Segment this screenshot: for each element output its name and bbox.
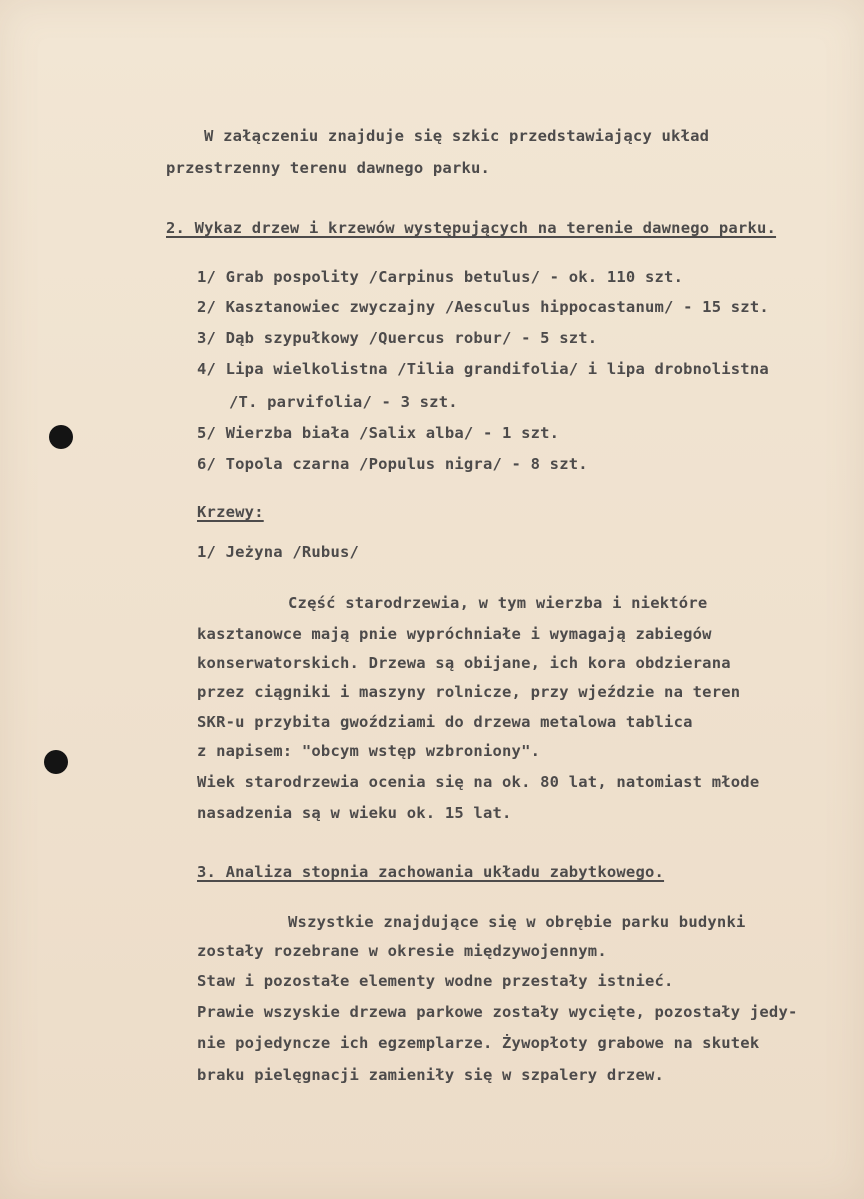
paragraph-1-line-2: kasztanowce mają pnie wypróchniałe i wymagają zabiegów — [197, 625, 712, 643]
paragraph-2-line-4: Prawie wszyskie drzewa parkowe zostały wycięte, pozostały jedy- — [197, 1003, 798, 1021]
shrub-item-1: 1/ Jeżyna /Rubus/ — [197, 543, 360, 561]
paragraph-2-line-3: Staw i pozostałe elementy wodne przestały istnieć. — [197, 972, 674, 990]
shrubs-heading: Krzewy: — [197, 503, 264, 521]
tree-item-5: 5/ Wierzba biała /Salix alba/ - 1 szt. — [197, 424, 560, 442]
paragraph-2-line-6: braku pielęgnacji zamieniły się w szpalery drzew. — [197, 1066, 665, 1084]
paragraph-1-line-5: SKR-u przybita gwoździami do drzewa metalowa tablica — [197, 713, 693, 731]
punch-hole-bottom — [44, 750, 68, 774]
tree-item-6: 6/ Topola czarna /Populus nigra/ - 8 szt. — [197, 455, 588, 473]
paragraph-1-line-6: z napisem: "obcym wstęp wzbroniony". — [197, 742, 541, 760]
punch-hole-top — [49, 425, 73, 449]
paragraph-1-line-3: konserwatorskich. Drzewa są obijane, ich kora obdzierana — [197, 654, 731, 672]
paragraph-1-line-7: Wiek starodrzewia ocenia się na ok. 80 lat, natomiast młode — [197, 773, 760, 791]
paragraph-1-line-1: Część starodrzewia, w tym wierzba i niektóre — [288, 594, 708, 612]
tree-item-1: 1/ Grab pospolity /Carpinus betulus/ - ok. 110 szt. — [197, 268, 684, 286]
paragraph-2-line-5: nie pojedyncze ich egzemplarze. Żywopłoty grabowe na skutek — [197, 1034, 760, 1052]
section-3-heading: 3. Analiza stopnia zachowania układu zabytkowego. — [197, 863, 665, 881]
paragraph-1-line-4: przez ciągniki i maszyny rolnicze, przy wjeździe na teren — [197, 683, 741, 701]
paragraph-2-line-2: zostały rozebrane w okresie międzywojennym. — [197, 942, 607, 960]
paragraph-2-line-1: Wszystkie znajdujące się w obrębie parku budynki — [288, 913, 746, 931]
tree-item-2: 2/ Kasztanowiec zwyczajny /Aesculus hippocastanum/ - 15 szt. — [197, 298, 769, 316]
tree-item-4: 4/ Lipa wielkolistna /Tilia grandifolia/ i lipa drobnolistna — [197, 360, 769, 378]
tree-item-3: 3/ Dąb szypułkowy /Quercus robur/ - 5 szt. — [197, 329, 598, 347]
paragraph-1-line-8: nasadzenia są w wieku ok. 15 lat. — [197, 804, 512, 822]
intro-line-2: przestrzenny terenu dawnego parku. — [166, 159, 491, 177]
intro-line-1: W załączeniu znajduje się szkic przedstawiający układ — [204, 127, 710, 145]
tree-item-4-cont: /T. parvifolia/ - 3 szt. — [229, 393, 458, 411]
section-2-heading: 2. Wykaz drzew i krzewów występujących na terenie dawnego parku. — [166, 219, 777, 237]
